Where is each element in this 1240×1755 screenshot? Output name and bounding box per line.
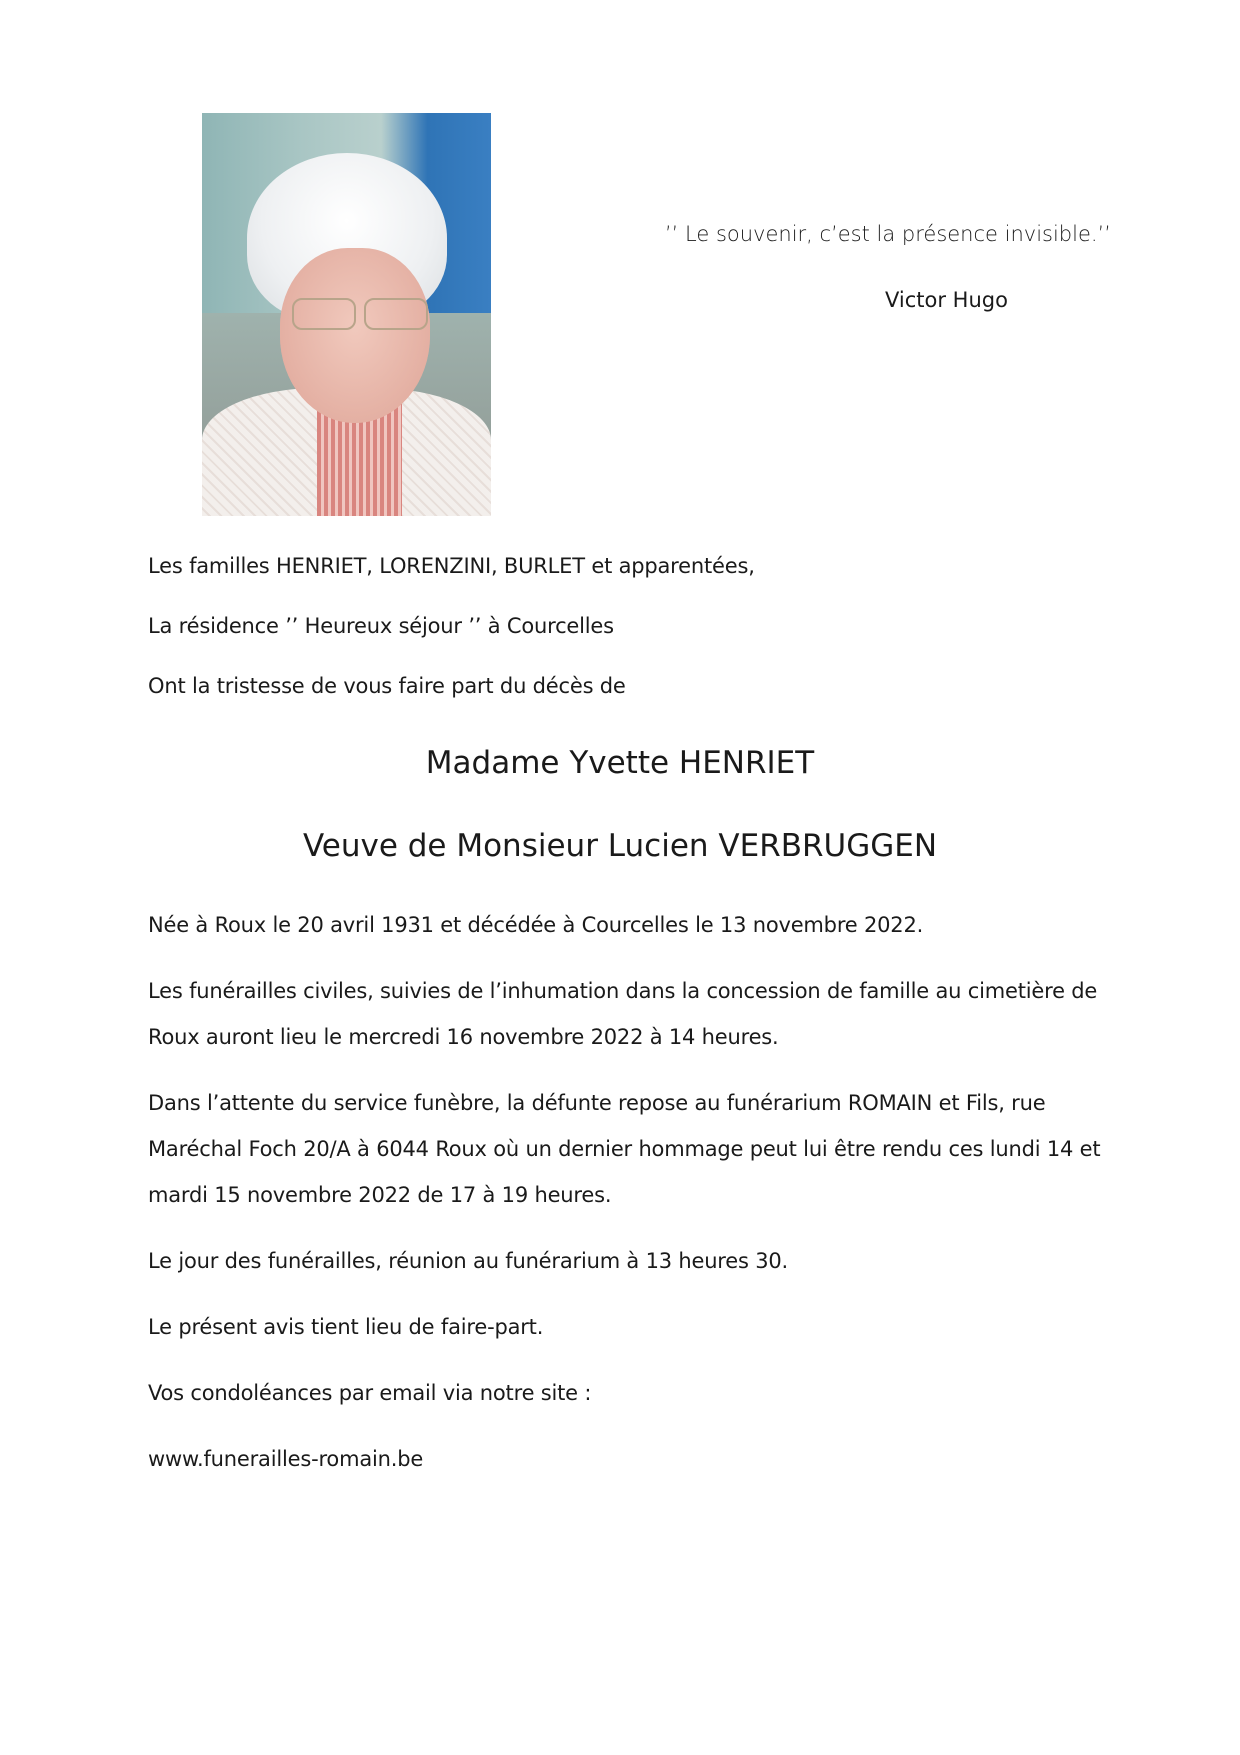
rest-line-2: Maréchal Foch 20/A à 6044 Roux où un dernier hommage peut lui être rendu ces lundi 14 et <box>148 1137 1101 1161</box>
website-link[interactable]: www.funerailles-romain.be <box>148 1447 424 1471</box>
quote-author: Victor Hugo <box>885 288 1008 312</box>
deceased-widow-of: Veuve de Monsieur Lucien VERBRUGGEN <box>302 828 938 864</box>
intro-residence: La résidence ’’ Heureux séjour ’’ à Courcelles <box>148 614 614 638</box>
funeral-line-2: Roux auront lieu le mercredi 16 novembre 2022 à 14 heures. <box>148 1025 779 1049</box>
photo-face-front <box>280 248 430 423</box>
rest-line-3: mardi 15 novembre 2022 de 17 à 19 heures. <box>148 1183 612 1207</box>
deceased-name: Madame Yvette HENRIET <box>425 745 815 781</box>
photo-glasses <box>282 298 432 328</box>
meeting-line: Le jour des funérailles, réunion au funérarium à 13 heures 30. <box>148 1249 789 1273</box>
intro-announcement: Ont la tristesse de vous faire part du décès de <box>148 674 626 698</box>
birth-death-line: Née à Roux le 20 avril 1931 et décédée à Courcelles le 13 novembre 2022. <box>148 913 924 937</box>
funeral-line-1: Les funérailles civiles, suivies de l’inhumation dans la concession de famille au cimetière de <box>148 979 1098 1003</box>
intro-families: Les familles HENRIET, LORENZINI, BURLET et apparentées, <box>148 554 755 578</box>
rest-line-1: Dans l’attente du service funèbre, la défunte repose au funérarium ROMAIN et Fils, rue <box>148 1091 1046 1115</box>
portrait-photo <box>202 113 491 516</box>
condolences-line: Vos condoléances par email via notre site : <box>148 1381 592 1405</box>
notice-line: Le présent avis tient lieu de faire-part. <box>148 1315 544 1339</box>
quote-text: ’’ Le souvenir, c’est la présence invisible.’’ <box>665 222 1111 246</box>
